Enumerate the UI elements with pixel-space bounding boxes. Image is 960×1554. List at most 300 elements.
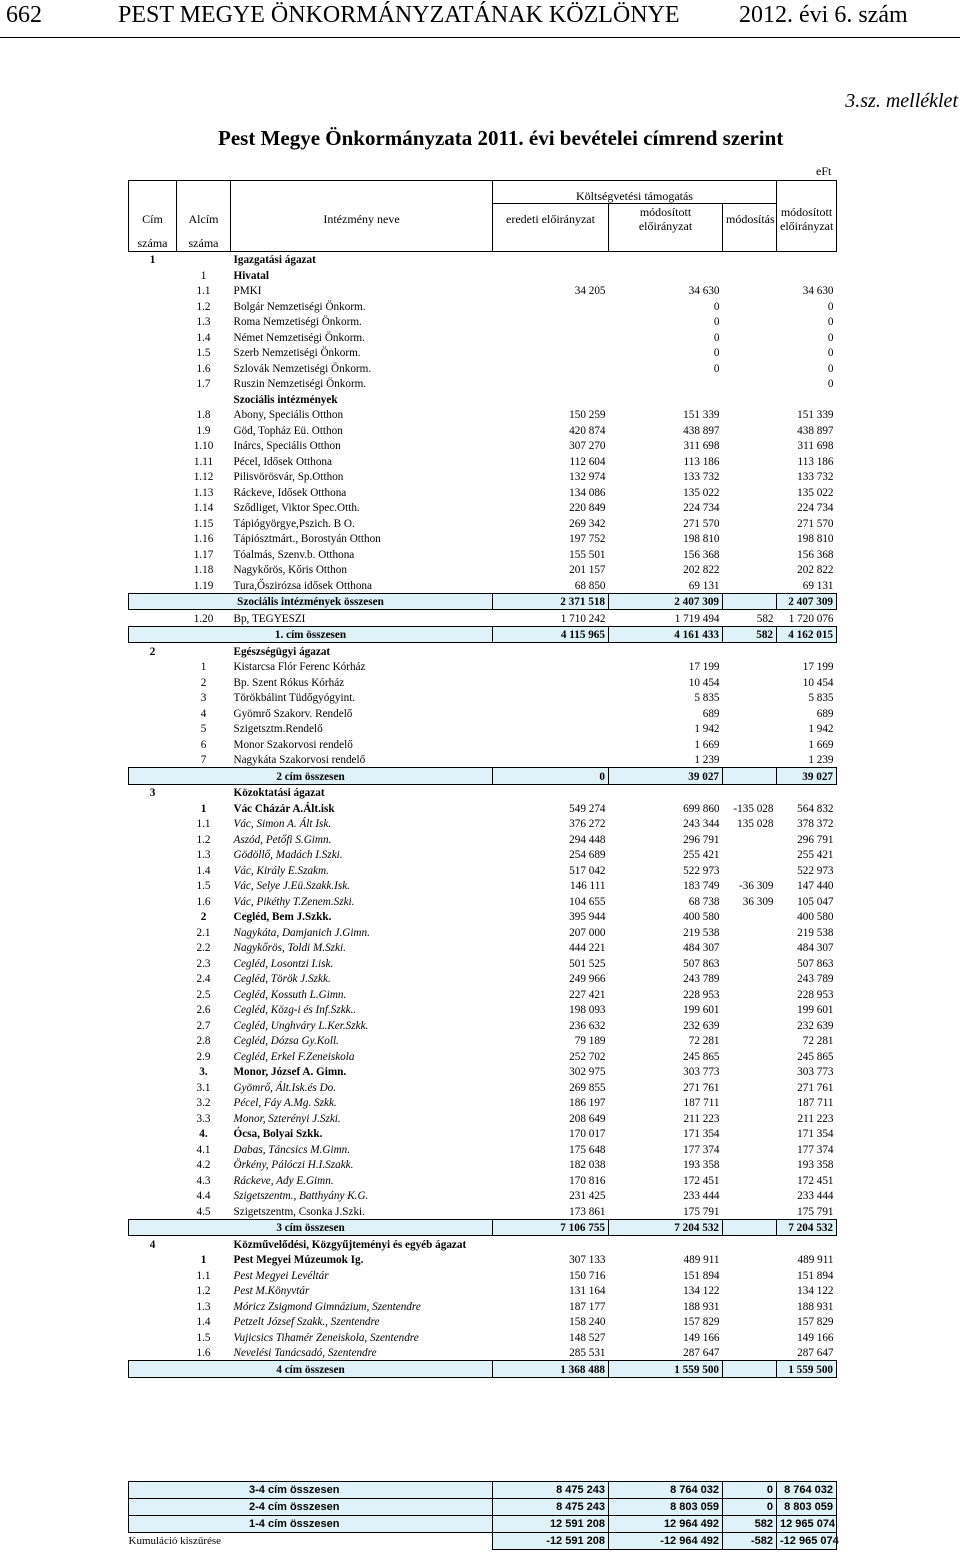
eredeti-value: 150 716	[569, 1269, 606, 1282]
modositas-value	[723, 453, 777, 469]
table-row	[129, 1298, 837, 1314]
modositas-value	[723, 1267, 777, 1283]
modositott-value: 1 669	[694, 738, 720, 751]
final-value: 10 454	[802, 676, 834, 689]
cim-number: 1	[149, 254, 156, 266]
eredeti-value	[493, 360, 609, 376]
alcim-number	[177, 784, 231, 800]
table-row	[129, 407, 837, 423]
modositott-value: 484 307	[683, 942, 720, 954]
final-value: 12 965 074	[777, 1516, 837, 1533]
header-row-group	[129, 181, 837, 204]
alcim-number: 1.1	[196, 285, 211, 297]
modositas-value: 0	[723, 1482, 777, 1499]
alcim-number: 2.1	[196, 926, 211, 939]
final-value: 689	[816, 707, 834, 720]
modositas-value	[723, 862, 777, 878]
cumulation-value: -582	[723, 1533, 777, 1550]
table-row	[129, 577, 837, 593]
modositott-value: 171 354	[683, 1128, 720, 1140]
table-row	[129, 752, 837, 768]
table-row	[129, 484, 837, 500]
eredeti-value	[493, 690, 609, 706]
final-value: 193 358	[797, 1159, 834, 1171]
modositott-value: 243 789	[683, 973, 720, 985]
modositas-value	[723, 705, 777, 721]
institution-name: Pest Megyei Levéltár	[233, 1269, 329, 1282]
alcim-number: 1.4	[196, 331, 211, 344]
alcim-number: 1.11	[193, 455, 214, 468]
alcim-number: 1.16	[193, 533, 214, 545]
final-value: 228 953	[797, 988, 834, 1001]
modositott-value: 1 719 494	[674, 612, 720, 625]
final-value: 5 835	[808, 692, 834, 704]
modositott-value: 4 161 433	[609, 626, 723, 643]
table-row	[129, 1002, 837, 1018]
cim-number	[129, 422, 177, 438]
modositott-value: 133 732	[683, 471, 720, 483]
eredeti-value: 208 649	[569, 1112, 606, 1125]
institution-name: Szigetsztm.Rendelő	[233, 723, 323, 735]
institution-name: Cegléd, Losontzi I.isk.	[233, 957, 334, 970]
table-row	[129, 1252, 837, 1268]
cim-number	[129, 1002, 177, 1018]
final-value: 156 368	[797, 548, 834, 561]
table-row	[129, 329, 837, 345]
alcim-number: 2	[200, 676, 207, 689]
cim-number	[129, 847, 177, 863]
modositott-value: 311 698	[683, 440, 720, 452]
alcim-number: 1.14	[193, 502, 214, 514]
table-row	[129, 893, 837, 909]
final-value: 134 122	[797, 1285, 834, 1297]
total-row	[129, 1219, 837, 1236]
modositas-value	[723, 1141, 777, 1157]
alcim-number: 1.2	[196, 833, 211, 846]
final-value: 171 354	[797, 1128, 834, 1140]
institution-name: Vác, Selye J.Eü.Szakk.Isk.	[233, 880, 350, 892]
summary-row	[129, 1482, 837, 1499]
eredeti-value: 146 111	[569, 880, 606, 892]
alcim-number: 2.6	[196, 1004, 211, 1016]
eredeti-value	[493, 298, 609, 314]
modositas-value	[723, 940, 777, 956]
cim-number	[129, 800, 177, 816]
alcim-number: 1.5	[196, 880, 211, 892]
alcim-number: 1.4	[196, 864, 211, 877]
modositott-value: 224 734	[683, 502, 720, 514]
alcim-number: 1.12	[193, 471, 214, 483]
table-row	[129, 500, 837, 516]
journal-title: PEST MEGYE ÖNKORMÁNYZATÁNAK KÖZLÖNYE	[118, 2, 680, 28]
header-row-sub	[129, 235, 837, 251]
cim-number	[129, 1017, 177, 1033]
final-value: 157 829	[797, 1316, 834, 1328]
final-value: 0	[827, 347, 834, 359]
institution-name: Cegléd, Erkel F.Zeneiskola	[233, 1050, 355, 1063]
eredeti-value: 302 975	[569, 1066, 606, 1078]
cim-number	[129, 1095, 177, 1111]
modositott-value: 72 281	[688, 1035, 720, 1047]
table-row	[129, 1048, 837, 1064]
alcim-number: 1.3	[196, 1300, 211, 1313]
final-value: 7 204 532	[777, 1219, 837, 1236]
cim-number	[129, 674, 177, 690]
institution-name: Ráckeve, Idősek Otthona	[233, 486, 347, 499]
alcim-number: 4	[200, 707, 207, 720]
modositas-value: 582	[756, 612, 774, 625]
final-value: 303 773	[797, 1066, 834, 1078]
modositott-value: 188 931	[683, 1300, 720, 1313]
modositott-value: 1 559 500	[609, 1361, 723, 1378]
final-value: 188 931	[797, 1300, 834, 1313]
modositott-value: 0	[713, 300, 720, 313]
table-row	[129, 721, 837, 737]
modositas-value	[723, 1314, 777, 1330]
modositott-value: 522 973	[683, 864, 720, 877]
modositas-value	[723, 955, 777, 971]
table-row	[129, 1033, 837, 1049]
table-row	[129, 1064, 837, 1080]
eredeti-value: 155 501	[569, 548, 606, 561]
table-row	[129, 453, 837, 469]
modositas-value	[723, 360, 777, 376]
institution-name: Törökbálint Tüdőgyógyint.	[233, 692, 356, 704]
modositott-value: 5 835	[694, 692, 720, 704]
modositott-value: 149 166	[683, 1331, 720, 1344]
alcim-number: 3.1	[196, 1081, 211, 1094]
modositott-value: 68 738	[688, 895, 720, 908]
eredeti-value: 131 164	[569, 1285, 606, 1297]
cumulation-value: -12 591 208	[493, 1533, 609, 1550]
eredeti-value	[493, 752, 609, 768]
eredeti-value: 501 525	[569, 957, 606, 970]
final-value: 296 791	[797, 833, 834, 846]
summary-table	[128, 1481, 837, 1550]
cim-number	[129, 1203, 177, 1219]
cim-number	[129, 1064, 177, 1080]
alcim-number: 3.2	[196, 1097, 211, 1109]
institution-name: Pécel, Fáy A.Mg. Szkk.	[233, 1097, 337, 1109]
modositott-value: 8 764 032	[609, 1482, 723, 1499]
table-row	[129, 971, 837, 987]
cumulation-value: -12 964 492	[609, 1533, 723, 1550]
modositas-value	[723, 1157, 777, 1173]
modositas-value	[723, 283, 777, 299]
header-rule	[0, 37, 960, 38]
cim-number	[129, 562, 177, 578]
modositott-value: 156 368	[683, 548, 720, 561]
institution-name: Cegléd, Közg-i és Inf.Szkk..	[233, 1004, 357, 1016]
final-value: 378 372	[797, 818, 834, 830]
modositas-value	[723, 1188, 777, 1204]
alcim-number: 4.1	[196, 1143, 211, 1156]
institution-name: Nagykáta Szakorvosi rendelő	[233, 754, 366, 766]
modositas-value: -135 028	[733, 802, 774, 815]
final-value: 219 538	[797, 926, 834, 939]
eredeti-value: 173 861	[569, 1205, 606, 1218]
eredeti-value	[493, 659, 609, 675]
cim-number	[129, 438, 177, 454]
modositott-value: 183 749	[683, 880, 720, 892]
eredeti-value	[493, 345, 609, 361]
institution-name: Inárcs, Speciális Otthon	[233, 440, 341, 452]
cim-number	[129, 610, 177, 627]
modositas-value	[723, 515, 777, 531]
final-value: 211 223	[797, 1112, 834, 1125]
alcim-number	[177, 251, 231, 267]
final-value: 151 894	[797, 1269, 834, 1282]
final-value: 135 022	[797, 486, 834, 499]
institution-name: Tóalmás, Szenv.b. Otthona	[233, 548, 355, 561]
final-value: 147 440	[797, 880, 834, 892]
modositott-value: 12 964 492	[609, 1516, 723, 1533]
eredeti-value: 444 221	[569, 942, 606, 954]
modositott-value: 10 454	[688, 676, 720, 689]
final-value: 489 911	[797, 1254, 834, 1266]
total-label: 3 cím összesen	[129, 1219, 493, 1236]
final-value: 39 027	[777, 768, 837, 785]
table-row	[129, 1141, 837, 1157]
section-row	[129, 643, 837, 659]
header-modositas: módosítás	[723, 203, 777, 235]
final-value: 177 374	[797, 1143, 834, 1156]
modositott-value: 187 711	[683, 1097, 720, 1109]
alcim-number: 1.13	[193, 486, 214, 499]
eredeti-value: 8 475 243	[493, 1499, 609, 1516]
subsection-title: Hivatal	[233, 269, 269, 282]
eredeti-value: 517 042	[569, 864, 606, 877]
alcim-number: 5	[200, 723, 207, 735]
alcim-number: 3.	[199, 1066, 208, 1078]
institution-name: Nagykáta, Damjanich J.Gimn.	[233, 926, 370, 939]
final-value: 1 942	[808, 723, 834, 735]
alcim-number: 2.4	[196, 973, 211, 985]
cim-number	[129, 971, 177, 987]
institution-name: Cegléd, Dózsa Gy.Koll.	[233, 1035, 339, 1047]
eredeti-value: 68 850	[574, 579, 606, 592]
modositott-value: 233 444	[683, 1190, 720, 1202]
section-row	[129, 1236, 837, 1252]
modositott-value: 17 199	[688, 661, 720, 673]
eredeti-value: 187 177	[569, 1300, 606, 1313]
modositas-value	[723, 1298, 777, 1314]
eredeti-value: 170 816	[569, 1174, 606, 1187]
cim-number	[129, 909, 177, 925]
final-value: 105 047	[797, 895, 834, 908]
institution-name: Német Nemzetiségi Önkorm.	[233, 331, 365, 344]
table-row	[129, 800, 837, 816]
modositas-value	[723, 1329, 777, 1345]
institution-name: Bp. Szent Rókus Kórház	[233, 676, 345, 689]
cim-number	[129, 267, 177, 283]
eredeti-value: 420 874	[569, 424, 606, 437]
modositas-value	[723, 1110, 777, 1126]
eredeti-value: 186 197	[569, 1097, 606, 1109]
alcim-number: 2.7	[196, 1019, 211, 1032]
final-value: 564 832	[797, 802, 834, 815]
modositas-value	[723, 1002, 777, 1018]
final-value: 133 732	[797, 471, 834, 483]
final-value: 0	[827, 316, 834, 328]
table-row	[129, 909, 837, 925]
alcim-number: 1	[200, 661, 207, 673]
table-row	[129, 314, 837, 330]
eredeti-value	[493, 674, 609, 690]
alcim-number: 7	[200, 754, 207, 766]
cumulation-value: -12 965 074	[777, 1533, 837, 1550]
institution-name: Szigetszentm., Batthyány K.G.	[233, 1190, 369, 1202]
cim-number	[129, 924, 177, 940]
final-value: 438 897	[797, 424, 834, 437]
table-row	[129, 562, 837, 578]
alcim-number: 1.7	[196, 378, 211, 390]
table-row	[129, 515, 837, 531]
modositas-value	[723, 577, 777, 593]
final-value: 507 863	[797, 957, 834, 970]
total-label: 1. cím összesen	[129, 626, 493, 643]
eredeti-value	[493, 329, 609, 345]
modositas-value	[723, 546, 777, 562]
cim-number	[129, 484, 177, 500]
alcim-number: 1.6	[196, 1347, 211, 1359]
final-value: 287 647	[797, 1347, 834, 1359]
cim-number: 2	[149, 645, 156, 658]
table-row	[129, 531, 837, 547]
institution-name: Gyömrő, Ált.Isk.és Do.	[233, 1081, 337, 1094]
alcim-number: 1.9	[196, 424, 211, 437]
modositas-value: 36 309	[742, 895, 774, 908]
eredeti-value: 307 133	[569, 1254, 606, 1266]
modositas-value	[723, 986, 777, 1002]
final-value: 4 162 015	[777, 626, 837, 643]
modositas-value: 0	[723, 1499, 777, 1516]
institution-name: Tura,Őszirózsa idősek Otthona	[233, 579, 372, 592]
cim-number	[129, 376, 177, 392]
alcim-number: 2	[200, 911, 207, 923]
institution-name: Vác, Simon A. Ált Isk.	[233, 818, 332, 830]
total-row	[129, 593, 837, 610]
institution-name: Pest Megyei Múzeumok Ig.	[233, 1254, 364, 1266]
final-value: 255 421	[797, 849, 834, 861]
modositas-value	[723, 469, 777, 485]
eredeti-value: 112 604	[569, 455, 606, 468]
eredeti-value: 207 000	[569, 926, 606, 939]
alcim-number: 2.5	[196, 988, 211, 1001]
cim-number	[129, 500, 177, 516]
eredeti-value: 307 270	[569, 440, 606, 452]
modositott-value: 193 358	[683, 1159, 720, 1171]
summary-row	[129, 1516, 837, 1533]
cim-number	[129, 1298, 177, 1314]
alcim-number: 2.3	[196, 957, 211, 970]
final-value: 202 822	[797, 564, 834, 576]
section-title: Egészségügyi ágazat	[233, 645, 331, 658]
modositas-value	[723, 593, 777, 610]
modositott-value: 157 829	[683, 1316, 720, 1328]
alcim-number: 1	[200, 269, 207, 282]
final-value: 224 734	[797, 502, 834, 514]
institution-name: Petzelt József Szakk., Szentendre	[233, 1316, 380, 1328]
modositas-value	[723, 1095, 777, 1111]
cim-number	[129, 878, 177, 894]
section-title: Közművelődési, Közgyűjteményi és egyéb ágazat	[233, 1238, 467, 1251]
modositas-value: 582	[723, 1516, 777, 1533]
final-value: 17 199	[802, 661, 834, 673]
final-value: 8 803 059	[777, 1499, 837, 1516]
eredeti-value: 1 710 242	[560, 612, 606, 625]
modositott-value: 271 761	[683, 1081, 720, 1094]
modositas-value	[723, 1172, 777, 1188]
modositas-value: -36 309	[739, 880, 774, 892]
eredeti-value: 4 115 965	[493, 626, 609, 643]
cim-number	[129, 314, 177, 330]
modositott-value: 39 027	[609, 768, 723, 785]
cim-number	[129, 1345, 177, 1361]
cim-number	[129, 577, 177, 593]
cim-number	[129, 345, 177, 361]
modositas-value	[723, 484, 777, 500]
modositas-value: 135 028	[737, 818, 774, 830]
final-value: 271 761	[797, 1081, 834, 1094]
institution-name: Vujicsics Tihamér Zeneiskola, Szentendre	[233, 1331, 419, 1344]
table-row	[129, 345, 837, 361]
modositas-value	[723, 1203, 777, 1219]
cim-number	[129, 360, 177, 376]
final-value: 0	[827, 378, 834, 390]
eredeti-value: 285 531	[569, 1347, 606, 1359]
modositott-value: 172 451	[683, 1174, 720, 1187]
modositott-value: 151 894	[683, 1269, 720, 1282]
unit-label: eFt	[816, 164, 832, 178]
modositas-value	[723, 721, 777, 737]
eredeti-value: 269 855	[569, 1081, 606, 1094]
table-row	[129, 1329, 837, 1345]
institution-name: Ócsa, Bolyai Szkk.	[233, 1128, 323, 1140]
cim-number	[129, 329, 177, 345]
header-alcim: Alcím	[177, 203, 231, 235]
modositas-value	[723, 1126, 777, 1142]
modositas-value	[723, 659, 777, 675]
cim-number	[129, 1033, 177, 1049]
table-row	[129, 1314, 837, 1330]
eredeti-value	[493, 736, 609, 752]
eredeti-value: 34 205	[574, 285, 606, 297]
institution-name: Ráckeve, Ady E.Gimn.	[233, 1174, 334, 1187]
header-group-label: Költségvetési támogatás	[493, 181, 777, 204]
institution-name: Móricz Zsigmond Gimnázium, Szentendre	[233, 1300, 421, 1313]
modositott-value: 34 630	[688, 285, 720, 297]
institution-name: Vác Cházár A.Ált.isk	[233, 802, 335, 815]
table-row	[129, 360, 837, 376]
eredeti-value: 249 966	[569, 973, 606, 985]
revenue-table	[128, 180, 837, 1378]
alcim-number: 2.9	[196, 1050, 211, 1063]
alcim-number: 1.4	[196, 1316, 211, 1328]
modositott-value: 113 186	[683, 455, 720, 468]
final-value: 243 789	[797, 973, 834, 985]
institution-name: Tápiósztmárt., Borostyán Otthon	[233, 533, 381, 545]
modositott-value: 507 863	[683, 957, 720, 970]
eredeti-value	[493, 721, 609, 737]
cim-number	[129, 1252, 177, 1268]
modositas-value	[723, 971, 777, 987]
institution-name: Roma Nemzetiségi Önkorm.	[233, 316, 362, 328]
cim-number	[129, 862, 177, 878]
cim-number	[129, 453, 177, 469]
final-value: 175 791	[797, 1205, 834, 1218]
modositott-value: 177 374	[683, 1143, 720, 1156]
